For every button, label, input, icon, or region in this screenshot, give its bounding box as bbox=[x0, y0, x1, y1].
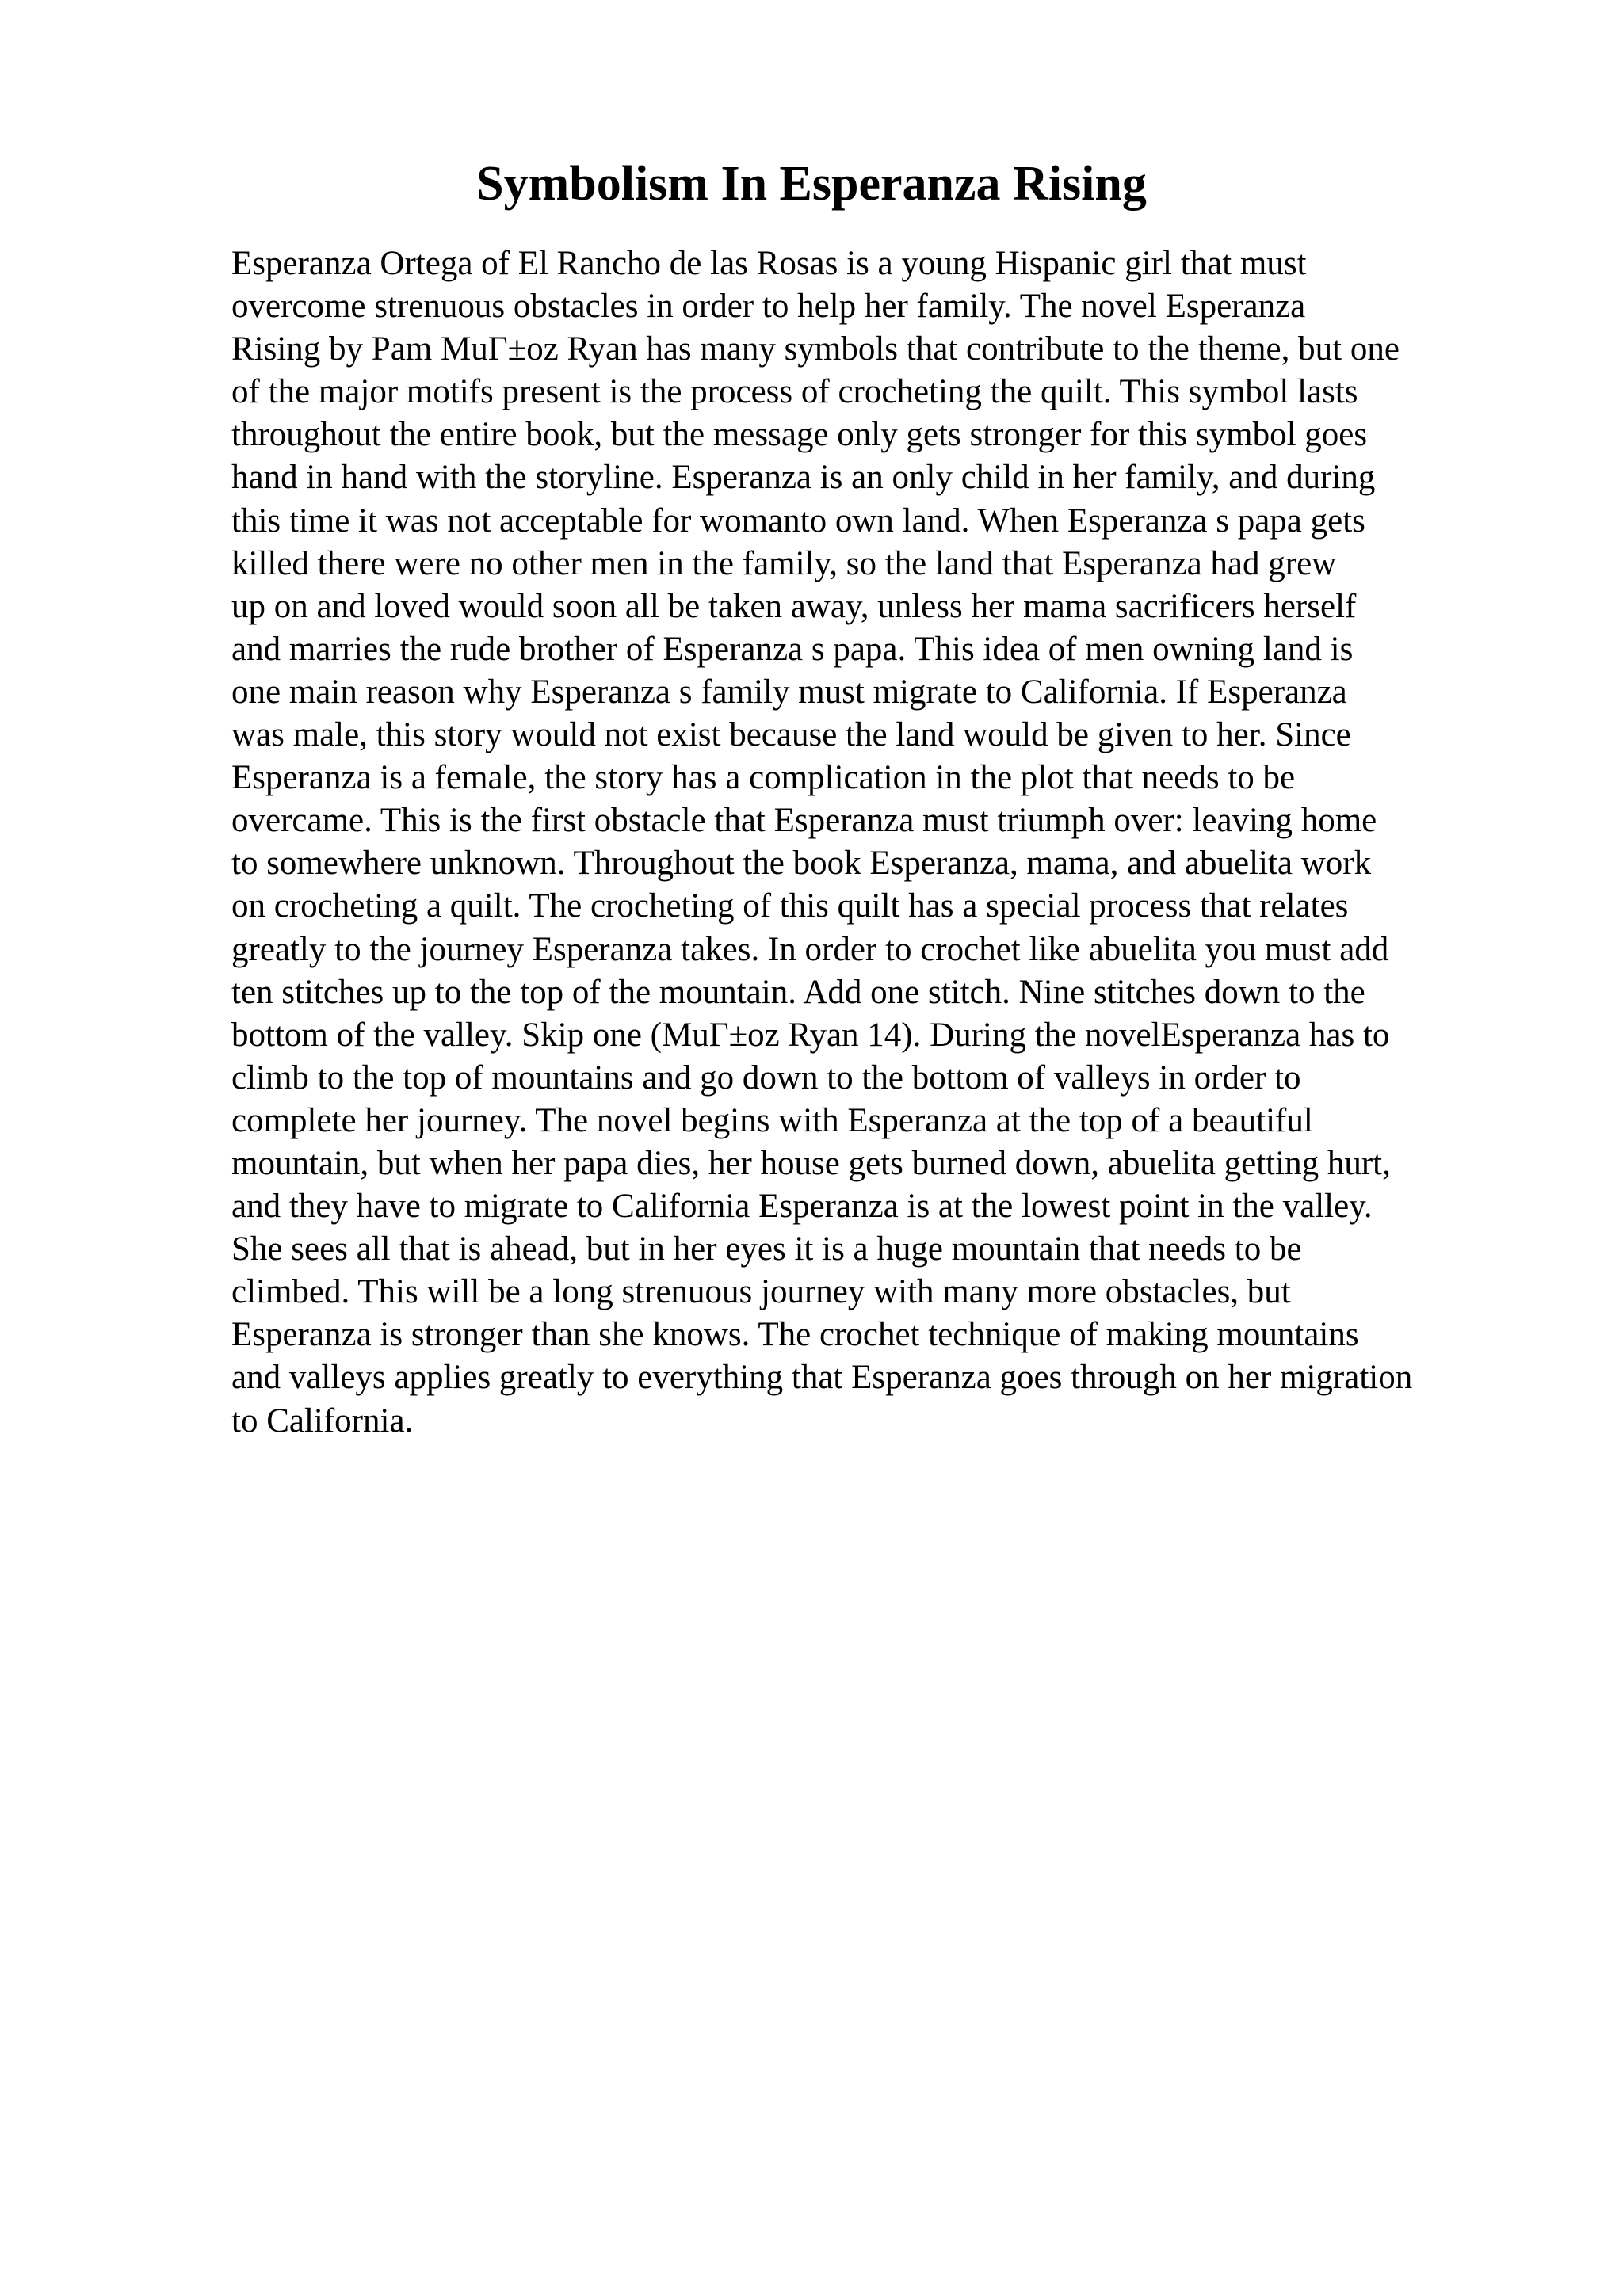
paragraph-line: and they have to migrate to California Esperanza is at the lowest point in the valley. bbox=[231, 1188, 1373, 1226]
paragraph-line: Esperanza is a female, the story has a complication in the plot that needs to be bbox=[231, 759, 1296, 797]
paragraph-line: was male, this story would not exist because the land would be given to her. Since bbox=[231, 716, 1351, 754]
paragraph-line: mountain, but when her papa dies, her house gets burned down, abuelita getting hurt, bbox=[231, 1144, 1391, 1182]
paragraph-line: this time it was not acceptable for womanto own land. When Esperanza s papa gets bbox=[231, 502, 1365, 540]
paragraph-line: hand in hand with the storyline. Esperanza is an only child in her family, and during bbox=[231, 459, 1376, 497]
paragraph-line: bottom of the valley. Skip one (MuΓ±oz Ryan 14). During the novelEsperanza has to bbox=[231, 1016, 1390, 1054]
paragraph-line: climb to the top of mountains and go down to the bottom of valleys in order to bbox=[231, 1058, 1301, 1097]
paragraph-line: climbed. This will be a long strenuous journey with many more obstacles, but bbox=[231, 1273, 1291, 1311]
paragraph-line: throughout the entire book, but the message only gets stronger for this symbol goes bbox=[231, 416, 1368, 454]
paragraph-line: Esperanza Ortega of El Rancho de las Rosas is a young Hispanic girl that must bbox=[231, 245, 1307, 282]
paragraph-line: on crocheting a quilt. The crocheting of this quilt has a special process that relates bbox=[231, 887, 1349, 925]
paragraph-line: She sees all that is ahead, but in her eyes it is a huge mountain that needs to be bbox=[231, 1230, 1302, 1268]
paragraph-line: to California. bbox=[231, 1402, 414, 1440]
paragraph-line: complete her journey. The novel begins with Esperanza at the top of a beautiful bbox=[231, 1101, 1313, 1139]
paragraph-line: of the major motifs present is the process of crocheting the quilt. This symbol lasts bbox=[231, 373, 1358, 411]
body-paragraph bbox=[231, 242, 1515, 1443]
paragraph-line: overcame. This is the first obstacle that Esperanza must triumph over: leaving home bbox=[231, 802, 1377, 840]
paragraph-line: Esperanza is stronger than she knows. The crochet technique of making mountains bbox=[231, 1316, 1359, 1354]
paragraph-line: overcome strenuous obstacles in order to help her family. The novel Esperanza bbox=[231, 288, 1306, 326]
paragraph-line: ten stitches up to the top of the mountain. Add one stitch. Nine stitches down to the bbox=[231, 973, 1365, 1011]
paragraph-line: and valleys applies greatly to everything that Esperanza goes through on her migration bbox=[231, 1359, 1413, 1397]
paragraph-line: Rising by Pam MuΓ±oz Ryan has many symbols that contribute to the theme, but one bbox=[231, 330, 1400, 368]
paragraph-line: up on and loved would soon all be taken away, unless her mama sacrificers herself bbox=[231, 587, 1357, 625]
paragraph-line: and marries the rude brother of Esperanza s papa. This idea of men owning land is bbox=[231, 630, 1354, 668]
paragraph-line: to somewhere unknown. Throughout the book Esperanza, mama, and abuelita work bbox=[231, 845, 1372, 883]
document-title: Symbolism In Esperanza Rising bbox=[476, 157, 1147, 211]
paragraph-line: one main reason why Esperanza s family must migrate to California. If Esperanza bbox=[231, 673, 1347, 711]
paragraph-line: killed there were no other men in the family, so the land that Esperanza had grew bbox=[231, 544, 1337, 582]
paragraph-line: greatly to the journey Esperanza takes. In order to crochet like abuelita you must add bbox=[231, 930, 1389, 968]
